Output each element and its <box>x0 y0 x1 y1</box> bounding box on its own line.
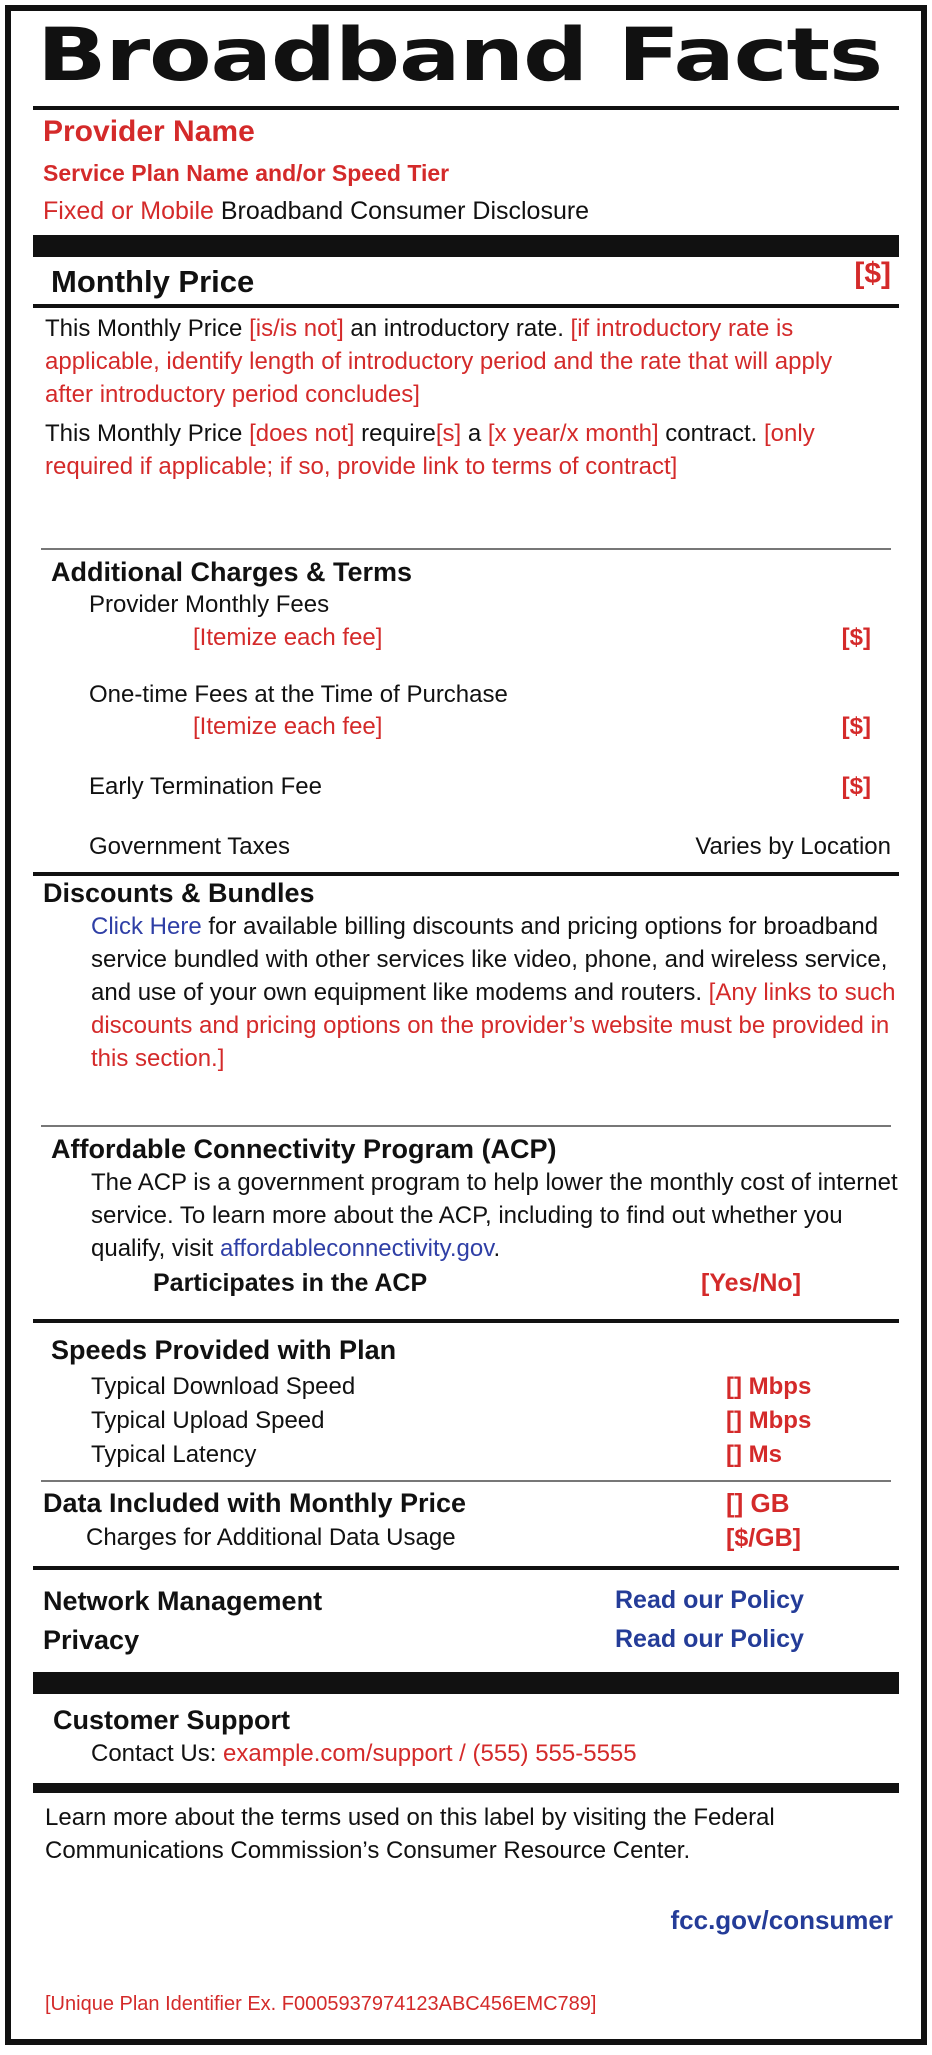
disclosure-type <box>43 197 589 226</box>
upload-speed-label: Typical Upload Speed <box>91 1407 325 1434</box>
onetime-fees-label: One-time Fees at the Time of Purchase <box>89 681 508 708</box>
discounts-paragraph: Click Here for available billing discounts and pricing options for broadband service bundled with other services like video, phone, and wireless service, and use of your own equipment like modems and routers. [Any links to such discounts and pricing options on the provider’s website must be provided in this section.] <box>91 913 896 1072</box>
broadband-facts-label <box>5 5 927 2045</box>
additional-data-value: [$/GB] <box>726 1524 801 1552</box>
additional-charges-heading: Additional Charges & Terms <box>51 557 413 587</box>
acp-heading: Affordable Connectivity Program (ACP) <box>51 1134 557 1164</box>
additional-charges-rule <box>33 872 899 876</box>
contact-us-value[interactable]: example.com/support / (555) 555-5555 <box>223 1740 637 1767</box>
early-termination-label: Early Termination Fee <box>89 773 322 800</box>
contract-paragraph: This Monthly Price [does not] require[s] a [x year/x month] contract. [only required if applicable; if so, provide link to terms of contract] <box>45 420 815 480</box>
monthly-price-heading: Monthly Price <box>51 264 255 299</box>
data-included-value: [] GB <box>726 1488 790 1518</box>
discounts-click-here-link[interactable]: Click Here <box>91 913 202 940</box>
intro-rate-paragraph: This Monthly Price [is/is not] an introductory rate. [if introductory rate is applicable, identify length of introductory period and the rate that will apply after introductory period concludes] <box>45 315 833 408</box>
footer-paragraph: Learn more about the terms used on this label by visiting the Federal Communications Commission’s Consumer Resource Center. <box>45 1804 775 1864</box>
government-taxes-label: Government Taxes <box>89 833 290 860</box>
acp-paragraph: The ACP is a government program to help lower the monthly cost of internet service. To learn more about the ACP, including to find out whether you qualify, visit affordableconnectivity.gov. <box>91 1169 898 1262</box>
monthly-price-rule <box>33 304 899 308</box>
download-speed-value: [] Mbps <box>726 1373 812 1400</box>
network-management-label: Network Management <box>43 1586 323 1616</box>
acp-participates-value: [Yes/No] <box>701 1269 802 1297</box>
onetime-fees-itemize: [Itemize each fee] <box>193 713 383 740</box>
latency-value: [] Ms <box>726 1441 782 1468</box>
latency-label: Typical Latency <box>91 1441 257 1468</box>
monthly-price-value: [$] <box>854 257 891 290</box>
divider-1 <box>41 548 891 550</box>
acp-website-link[interactable]: affordableconnectivity.gov <box>219 1235 494 1262</box>
plan-name: Service Plan Name and/or Speed Tier <box>43 160 450 186</box>
disclosure-type-text: Broadband Consumer Disclosure <box>213 197 590 225</box>
network-policy-link[interactable]: Read our Policy <box>615 1586 804 1614</box>
additional-data-label: Charges for Additional Data Usage <box>86 1524 456 1551</box>
early-termination-value: [$] <box>841 773 871 800</box>
fixed-or-mobile: Fixed or Mobile <box>43 197 214 225</box>
contact-us-label: Contact Us: <box>91 1740 224 1767</box>
speeds-heading: Speeds Provided with Plan <box>51 1335 397 1365</box>
government-taxes-value: Varies by Location <box>695 833 891 860</box>
download-speed-label: Typical Download Speed <box>91 1373 356 1400</box>
divider-2 <box>41 1125 891 1127</box>
data-rule <box>33 1566 899 1570</box>
support-bar <box>33 1783 899 1793</box>
privacy-policy-link[interactable]: Read our Policy <box>615 1625 804 1653</box>
acp-participates-label: Participates in the ACP <box>153 1269 428 1297</box>
unique-plan-identifier: [Unique Plan Identifier Ex. F0005937974123ABC456EMC789] <box>45 1993 597 2015</box>
policies-thick-bar <box>33 1672 899 1694</box>
header-thick-bar <box>33 235 899 257</box>
fcc-consumer-link[interactable]: fcc.gov/consumer <box>670 1905 893 1935</box>
customer-support-heading: Customer Support <box>53 1705 291 1735</box>
divider-3 <box>41 1480 891 1482</box>
contact-us <box>91 1740 637 1768</box>
monthly-fees-itemize: [Itemize each fee] <box>193 624 383 651</box>
upload-speed-value: [] Mbps <box>726 1407 812 1434</box>
monthly-fees-label: Provider Monthly Fees <box>89 591 330 618</box>
acp-rule <box>33 1319 899 1323</box>
title-rule <box>33 106 899 110</box>
discounts-heading: Discounts & Bundles <box>43 878 315 908</box>
label-title: Broadband Facts <box>37 13 882 98</box>
monthly-fees-value: [$] <box>841 624 871 651</box>
onetime-fees-value: [$] <box>841 713 871 740</box>
privacy-label: Privacy <box>43 1625 140 1655</box>
data-included-heading: Data Included with Monthly Price <box>43 1488 467 1518</box>
provider-name: Provider Name <box>43 115 255 148</box>
